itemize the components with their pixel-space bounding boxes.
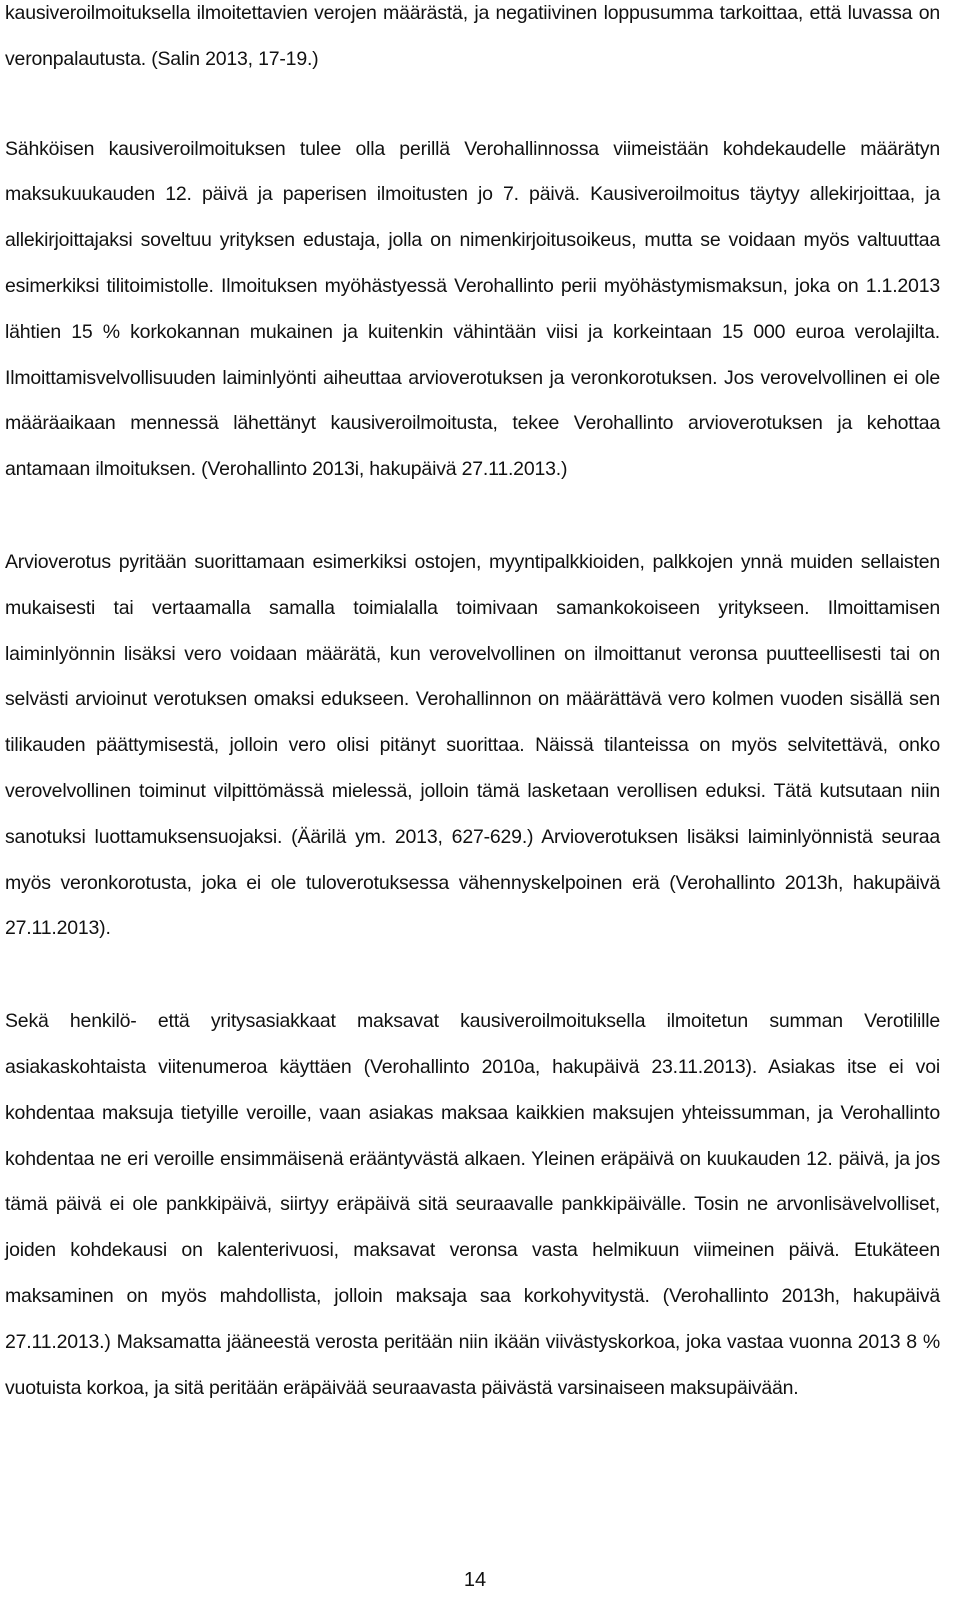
paragraph-3: Arvioverotus pyritään suorittamaan esimerkiksi ostojen, myyntipalkkioiden, palkkojen ynnä muiden sellaisten mukaisesti tai vertaamalla samalla toimialalla toimivaan samankokoiseen yritykseen. Ilmoittamisen laiminlyönnin lisäksi vero voidaan määrätä, kun verovelvollinen on ilmoittanut veronsa puutteellisesti tai on selvästi arvioinut verotuksen omaksi edukseen. Verohallinnon on määrättävä vero kolmen vuoden sisällä sen tilikauden päättymisestä, jolloin vero olisi pitänyt suorittaa. Näissä tilanteissa on myös selvitettävä, onko verovelvollinen toiminut vilpittömässä mielessä, jolloin tämä lasketaan verollisen eduksi. Tätä kutsutaan niin sanotuksi luottamuksensuojaksi. (Äärilä ym. 2013, 627-629.) Arvioverotuksen lisäksi laiminlyönnistä seuraa myös veronkorotusta, joka ei ole tuloverotuksessa vähennyskelpoinen erä (Verohallinto 2013h, hakupäivä 27.11.2013). bbox=[5, 550, 940, 940]
paragraph-4: Sekä henkilö- että yritysasiakkaat maksavat kausiveroilmoituksella ilmoitetun summan Verotilille asiakaskohtaista viitenumeroa käyttäen (Verohallinto 2010a, hakupäivä 23.11.2013). Asiakas itse ei voi kohdentaa maksuja tietyille veroille, vaan asiakas maksaa kaikkien maksujen yhteissumman, ja Verohallinto kohdentaa ne eri veroille ensimmäisenä erääntyvästä alkaen. Yleinen eräpäivä on kuukauden 12. päivä, ja jos tämä päivä ei ole pankkipäivä, siirtyy eräpäivä sitä seuraavalle pankkipäivälle. Tosin ne arvonlisävelvolliset, joiden kohdekausi on kalenterivuosi, maksavat veronsa vasta helmikuun viimeinen päivä. Etukäteen maksaminen on myös mahdollista, jolloin maksaja saa korkohyvitystä. (Verohallinto 2013h, hakupäivä 27.11.2013.) Maksamatta jääneestä verosta peritään niin ikään viivästyskorkoa, joka vastaa vuonna 2013 8 % vuotuista korkoa, ja sitä peritään eräpäivää seuraavasta päivästä varsinaiseen maksupäivään. bbox=[5, 1010, 940, 1399]
document-page bbox=[5, 0, 940, 1411]
paragraph-2: Sähköisen kausiveroilmoituksen tulee olla perillä Verohallinnossa viimeistään kohdekaudelle määrätyn maksukuukauden 12. päivä ja paperisen ilmoitusten jo 7. päivä. Kausiveroilmoitus täytyy allekirjoittaa, ja allekirjoittajaksi soveltuu yrityksen edustaja, jolla on nimenkirjoitusoikeus, mutta se voidaan myös valtuuttaa esimerkiksi tilitoimistolle. Ilmoituksen myöhästyessä Verohallinto perii myöhästymismaksun, joka on 1.1.2013 lähtien 15 % korkokannan mukainen ja kuitenkin vähintään viisi ja korkeintaan 15 000 euroa verolajilta. Ilmoittamisvelvollisuuden laiminlyönti aiheuttaa arvioverotuksen ja veronkorotuksen. Jos verovelvollinen ei ole määräaikaan mennessä lähettänyt kausiveroilmoitusta, tekee Verohallinto arvioverotuksen ja kehottaa antamaan ilmoituksen. (Verohallinto 2013i, hakupäivä 27.11.2013.) bbox=[5, 137, 940, 481]
paragraph-1: kausiveroilmoituksella ilmoitettavien verojen määrästä, ja negatiivinen loppusumma tarkoittaa, että luvassa on veronpalautusta. (Salin 2013, 17-19.) bbox=[5, 2, 940, 70]
page-number: 14 bbox=[463, 1569, 487, 1591]
